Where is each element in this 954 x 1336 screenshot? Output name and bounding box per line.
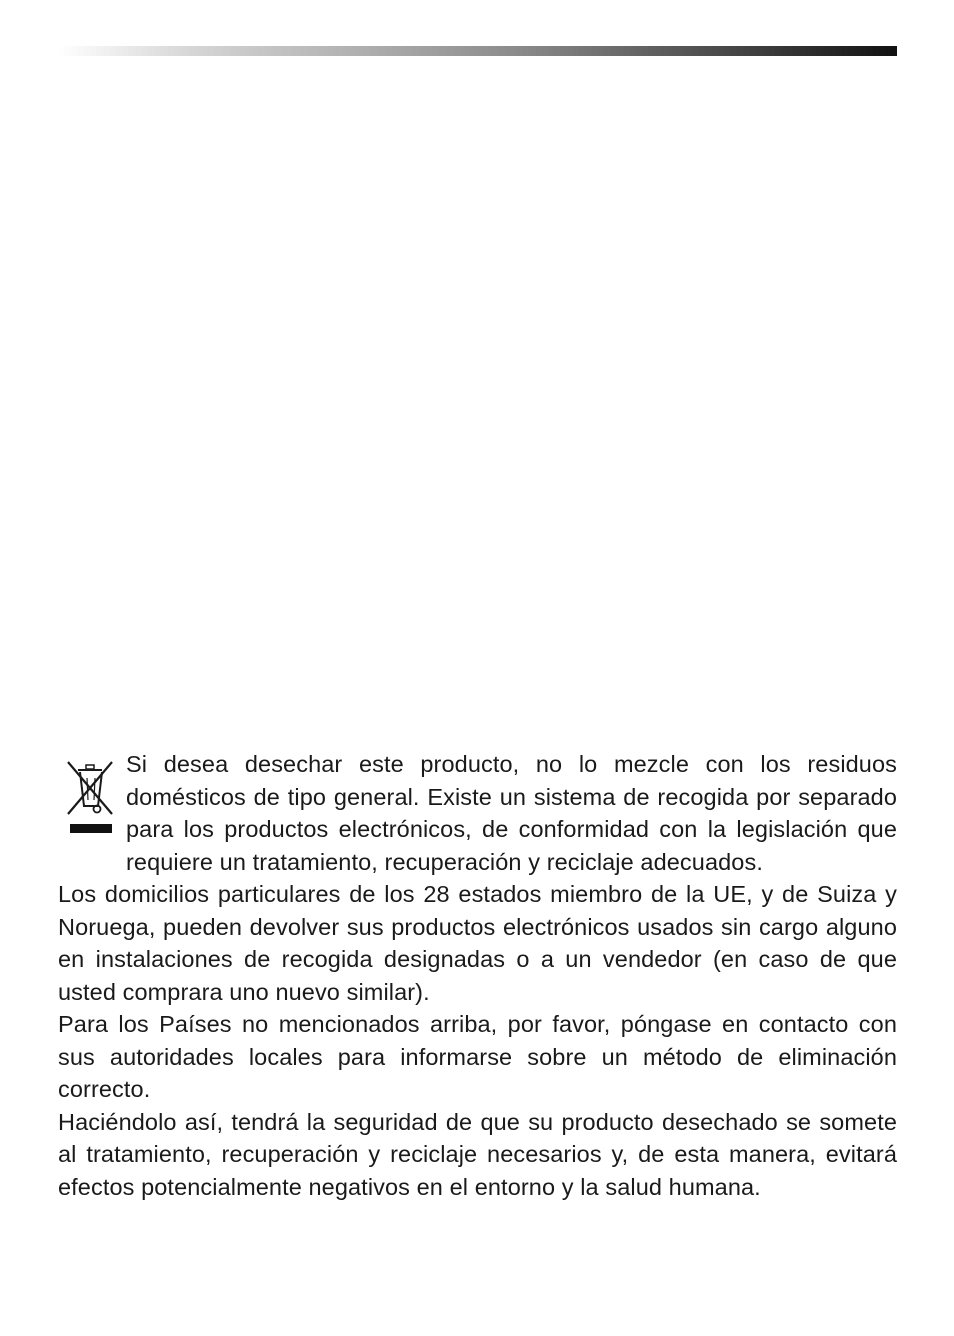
disposal-paragraph-benefits: Haciéndolo así, tendrá la seguridad de que su producto desechado se somete al tratamiento, recuperación y reciclaje necesarios y, de esta manera, evitará efectos potencialmente negativos en el entorno y la salud humana. [58,1108,897,1200]
disposal-notice [58,748,897,1203]
disposal-paragraph-eu: Los domicilios particulares de los 28 estados miembro de la UE, y de Suiza y Noruega, pueden devolver sus productos electrónicos usados sin cargo alguno en instalaciones de recogida designadas o a un vendedor (en caso de que usted comprara uno nuevo similar). [58,881,897,1005]
crossed-out-wheelie-bin-icon [64,756,116,836]
header-gradient-rule [58,46,897,56]
disposal-paragraph-other-countries: Para los Países no mencionados arriba, por favor, póngase en contacto con sus autoridades locales para informarse sobre un método de eliminación correcto. [58,1011,897,1102]
disposal-intro-text: Si desea desechar este producto, no lo mezcle con los residuos domésticos de tipo general. Existe un sistema de recogida por separado para los productos electrónicos, de conformidad con la legislación que requiere un tratamiento, recuperación y reciclaje adecuados. [126,751,897,875]
